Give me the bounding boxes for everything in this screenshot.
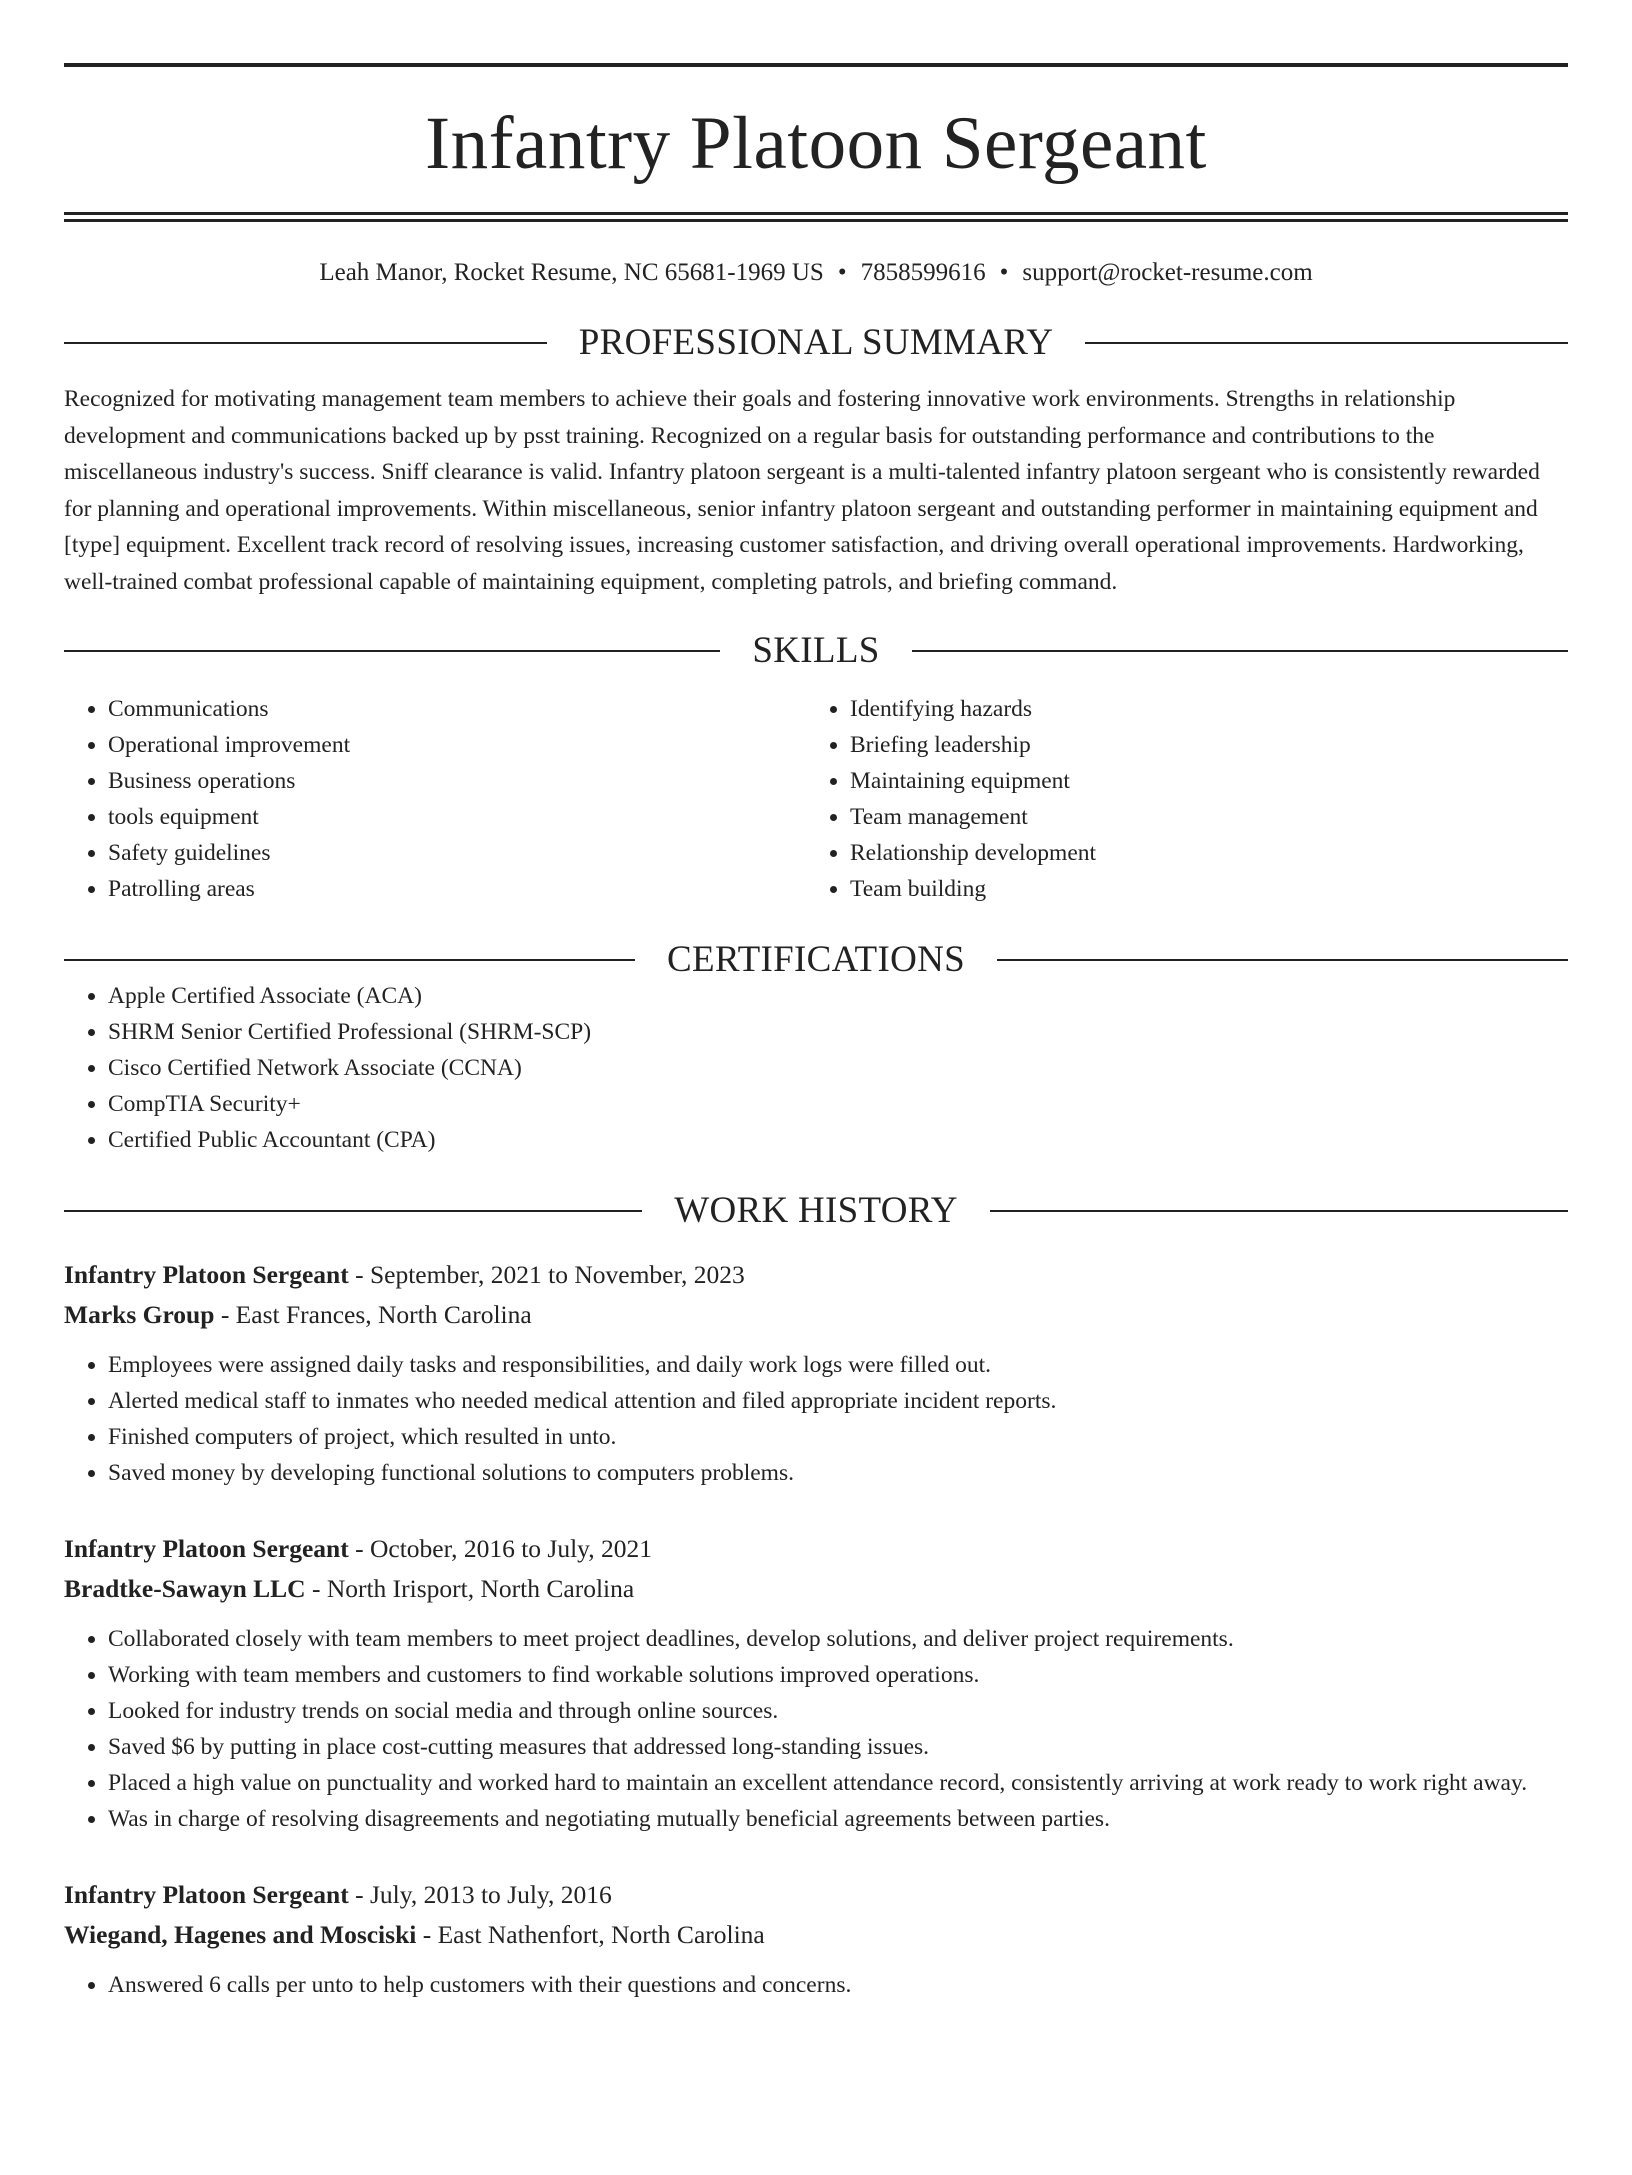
job-title-line [64,1255,1568,1295]
job-bullet: • Employees were assigned daily tasks and responsibilities, and daily work logs were filled out. [108,1347,1568,1383]
heading-rule-right [997,959,1568,961]
job-dates: - September, 2021 to November, 2023 [348,1260,745,1289]
skills-column-right [806,691,1548,907]
job-bullets [64,1347,1568,1491]
certifications-heading [64,941,1568,978]
job-dates: - July, 2013 to July, 2016 [348,1880,612,1909]
heading-rule-right [990,1210,1568,1212]
contact-line [64,258,1568,288]
heading-rule-left [64,959,635,961]
certification-item: • CompTIA Security+ [108,1086,1568,1122]
certification-item: • SHRM Senior Certified Professional (SHRM-SCP) [108,1014,1568,1050]
top-rule [64,63,1568,67]
skill-item: • tools equipment [108,799,806,835]
heading-rule-left [64,650,720,652]
skills-right-list [806,691,1548,907]
job-bullet: • Working with team members and customers to find workable solutions improved operations. [108,1657,1568,1693]
job-bullets [64,1967,1568,2003]
skills-list [64,691,1568,907]
certification-item: • Certified Public Accountant (CPA) [108,1122,1568,1158]
certification-item: • Cisco Certified Network Associate (CCNA) [108,1050,1568,1086]
job-bullet: • Saved money by developing functional solutions to computers problems. [108,1455,1568,1491]
job-title-line [64,1875,1568,1915]
contact-address: Leah Manor, Rocket Resume, NC 65681-1969 US [319,259,824,286]
skill-item: • Business operations [108,763,806,799]
job-entry [64,1875,1568,2003]
summary-heading-label: PROFESSIONAL SUMMARY [578,322,1054,363]
skills-heading-label: SKILLS [752,630,880,671]
heading-rule-right [912,650,1568,652]
job-entry [64,1255,1568,1491]
contact-phone: 7858599616 [860,259,986,286]
skill-item: • Identifying hazards [850,691,1548,727]
contact-separator: • [999,259,1009,286]
title-double-rule [64,212,1568,222]
job-bullet: • Answered 6 calls per unto to help customers with their questions and concerns. [108,1967,1568,2003]
job-bullet: • Finished computers of project, which resulted in unto. [108,1419,1568,1455]
job-location: - East Nathenfort, North Carolina [416,1920,765,1949]
skills-column-left [64,691,806,907]
skill-item: • Briefing leadership [850,727,1548,763]
skill-item: • Team management [850,799,1548,835]
job-bullet: • Looked for industry trends on social media and through online sources. [108,1693,1568,1729]
skill-item: • Patrolling areas [108,871,806,907]
job-company: Marks Group [64,1300,215,1329]
skill-item: • Operational improvement [108,727,806,763]
certifications-list [64,978,1568,1158]
skills-heading [64,632,1568,669]
job-company: Wiegand, Hagenes and Mosciski [64,1920,417,1949]
job-bullets [64,1621,1568,1837]
job-company-line [64,1295,1568,1335]
heading-rule-left [64,1210,642,1212]
job-location: - North Irisport, North Carolina [305,1574,635,1603]
job-company-line [64,1915,1568,1955]
heading-rule-right [1085,342,1568,344]
skill-item: • Communications [108,691,806,727]
certification-item: • Apple Certified Associate (ACA) [108,978,1568,1014]
job-location: - East Frances, North Carolina [214,1300,532,1329]
skill-item: • Relationship development [850,835,1548,871]
skill-item: • Team building [850,871,1548,907]
contact-separator: • [837,259,847,286]
summary-text: Recognized for motivating management team members to achieve their goals and fostering innovative work environments. Strengths in relationship development and communications backed up by psst training. Recognized on a regular basis for outstanding performance and contributions to the miscellaneous industry's success. Sniff clearance is valid. Infantry platoon sergeant is a multi-talented infantry platoon sergeant who is consistently rewarded for planning and operational improvements. Within miscellaneous, senior infantry platoon sergeant and outstanding performer in maintaining equipment and [type] equipment. Excellent track record of resolving issues, increasing customer satisfaction, and driving overall operational improvements. Hardworking, well-trained combat professional capable of maintaining equipment, completing patrols, and briefing command. [64,386,1540,595]
skills-left-list [64,691,806,907]
resume-page [0,63,1632,2175]
job-company: Bradtke-Sawayn LLC [64,1574,306,1603]
job-company-line [64,1569,1568,1609]
certifications-heading-label: CERTIFICATIONS [667,939,965,980]
job-title-line [64,1529,1568,1569]
job-bullet: • Collaborated closely with team members to meet project deadlines, develop solutions, and deliver project requirements. [108,1621,1568,1657]
contact-email: support@rocket-resume.com [1022,259,1313,286]
job-dates: - October, 2016 to July, 2021 [348,1534,653,1563]
work-history-heading-label: WORK HISTORY [674,1190,958,1231]
job-bullet: • Was in charge of resolving disagreements and negotiating mutually beneficial agreements between parties. [108,1801,1568,1837]
job-title: Infantry Platoon Sergeant [64,1880,349,1909]
resume-title: Infantry Platoon Sergeant [425,102,1207,185]
summary-heading [64,324,1568,361]
job-title: Infantry Platoon Sergeant [64,1534,349,1563]
skill-item: • Safety guidelines [108,835,806,871]
skill-item: • Maintaining equipment [850,763,1548,799]
heading-rule-left [64,342,547,344]
job-bullet: • Alerted medical staff to inmates who needed medical attention and filed appropriate incident reports. [108,1383,1568,1419]
job-title: Infantry Platoon Sergeant [64,1260,349,1289]
job-bullet: • Saved $6 by putting in place cost-cutting measures that addressed long-standing issues. [108,1729,1568,1765]
job-bullet: • Placed a high value on punctuality and worked hard to maintain an excellent attendance record, consistently arriving at work ready to work right away. [108,1765,1568,1801]
job-entry [64,1529,1568,1837]
work-history-heading [64,1192,1568,1229]
